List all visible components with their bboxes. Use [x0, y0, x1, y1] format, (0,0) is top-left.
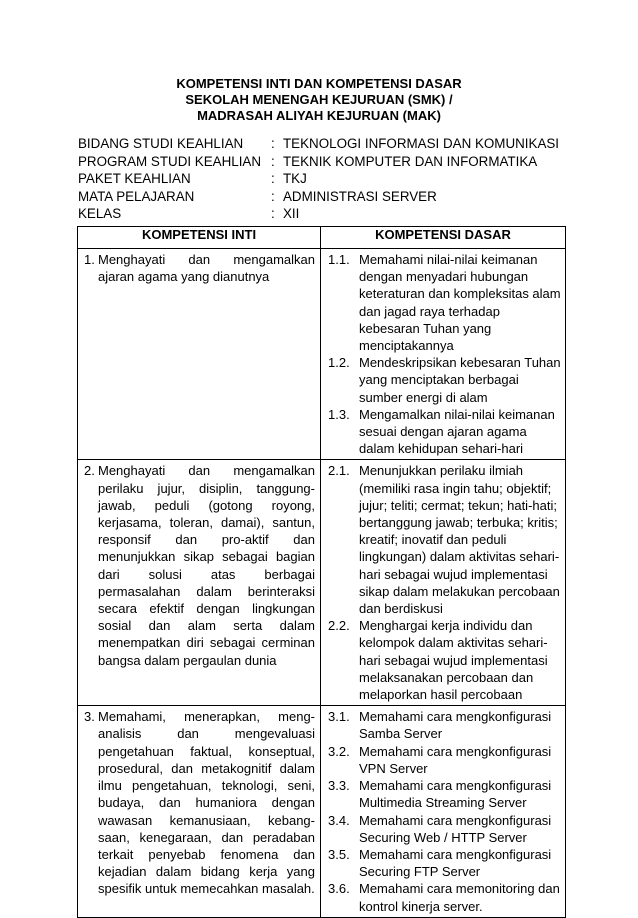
table-row — [78, 249, 566, 460]
ki-number: 3. — [84, 709, 95, 725]
title-line-3: MADRASAH ALIYAH KEJURUAN (MAK) — [197, 108, 441, 123]
meta-value: TEKNIK KOMPUTER DAN INFORMATIKA — [283, 153, 538, 169]
kd-text: Menunjukkan perilaku ilmiah (memiliki rasa ingin tahu; objektif; jujur; teliti; cermat; tekun; hati-hati; bertanggung jawab; terbuka; kritis; kreatif; inovatif dan peduli lingkungan) dalam aktivitas sehari-hari sebagai wujud implementasi sikap dalam melakukan percobaan dan berdiskusi — [359, 463, 560, 617]
kd-item — [328, 708, 561, 742]
kd-number: 1.1. — [328, 252, 350, 267]
meta-row-kelas — [78, 205, 559, 223]
meta-row-program-studi — [78, 153, 559, 171]
title-line-2: SEKOLAH MENENGAH KEJURUAN (SMK) / — [185, 92, 453, 107]
meta-label: KELAS — [78, 206, 122, 221]
header-kompetensi-inti: KOMPETENSI INTI — [78, 227, 321, 249]
kd-item — [328, 251, 561, 354]
ki-text: Menghayati dan mengamalkan ajaran agama yang dianutnya — [98, 252, 315, 285]
kd-number: 3.5. — [328, 846, 350, 862]
ki-number: 2. — [84, 463, 95, 479]
meta-colon: : — [271, 153, 275, 169]
meta-label: BIDANG STUDI KEAHLIAN — [78, 136, 244, 151]
meta-row-bidang-studi — [78, 135, 559, 153]
kd-text: Memahami cara mengkonfigurasi Multimedia Streaming Server — [359, 778, 552, 811]
ki-text: Memahami, menerapkan, meng-analisis dan mengevaluasi pengetahuan faktual, konseptual, prosedural, dan metakognitif dalam ilmu pengetahuan, teknologi, seni, budaya, dan humaniora dengan wawasan kemanusiaan, kebang-saan, kenegaraan, dan peradaban terkait penyebab fenomena dan kejadian dalam bidang kerja yang spesifik untuk memecahkan masalah. — [98, 709, 315, 897]
kd-text: Memahami cara memonitoring dan kontrol kinerja server. — [359, 881, 560, 914]
kd-text: Mendeskripsikan kebesaran Tuhan yang menciptakan berbagai sumber energi di alam — [359, 355, 561, 405]
kd-item — [328, 812, 561, 846]
ki-text: Menghayati dan mengamalkan perilaku jujur, disiplin, tanggung-jawab, peduli (gotong royong, kerjasama, toleran, damai), santun, responsif dan pro-aktif dan menunjukkan sikap sebagai bagian dari solusi atas berbagai permasalahan dalam berinteraksi secara efektif dengan lingkungan sosial dan alam serta dalam menempatkan diri sebagai cerminan bangsa dalam pergaulan dunia — [98, 463, 315, 668]
kd-cell — [321, 460, 566, 706]
kd-cell — [321, 706, 566, 917]
kd-number: 1.3. — [328, 406, 350, 422]
kd-text: Memahami nilai-nilai keimanan dengan menyadari hubungan keteraturan dan kompleksitas alam dan jagad raya terhadap kebesaran Tuhan yang menciptakannya — [359, 252, 561, 354]
meta-label: MATA PELAJARAN — [78, 188, 195, 204]
ki-cell — [78, 249, 321, 460]
meta-row-paket-keahlian — [78, 170, 559, 188]
kd-item — [328, 880, 561, 914]
kd-item — [328, 846, 561, 880]
kd-text: Menghargai kerja individu dan kelompok dalam aktivitas sehari-hari sebagai wujud implementasi melaksanakan percobaan dan melaporkan hasil percobaan — [359, 618, 548, 703]
meta-label: PAKET KEAHLIAN — [78, 171, 191, 186]
kd-item — [328, 462, 561, 617]
kd-item — [328, 617, 561, 703]
kd-item — [328, 777, 561, 811]
kd-text: Memahami cara mengkonfigurasi Samba Server — [359, 709, 552, 742]
meta-colon: : — [271, 171, 275, 186]
table-row — [78, 706, 566, 917]
kd-cell — [321, 249, 566, 460]
meta-value: ADMINISTRASI SERVER — [283, 188, 437, 204]
table-header-row — [78, 227, 566, 249]
table-row — [78, 460, 566, 706]
meta-value: TEKNOLOGI INFORMASI DAN KOMUNIKASI — [283, 136, 560, 151]
kd-text: Mengamalkan nilai-nilai keimanan sesuai dengan ajaran agama dalam kehidupan sehari-hari — [359, 406, 555, 457]
kd-number: 3.3. — [328, 778, 350, 794]
kd-item — [328, 743, 561, 777]
kd-item — [328, 406, 561, 458]
ki-cell — [78, 460, 321, 706]
kd-number: 3.1. — [328, 709, 350, 725]
kd-number: 1.2. — [328, 355, 350, 371]
meta-value: TKJ — [283, 171, 307, 186]
document-title — [0, 76, 638, 124]
meta-value: XII — [283, 206, 300, 221]
kd-text: Memahami cara mengkonfigurasi VPN Server — [359, 743, 552, 776]
ki-number: 1. — [84, 252, 95, 267]
subject-info — [78, 135, 559, 223]
kd-number: 2.1. — [328, 463, 350, 479]
kd-text: Memahami cara mengkonfigurasi Securing Web / HTTP Server — [359, 812, 552, 845]
meta-colon: : — [271, 206, 275, 221]
kd-item — [328, 354, 561, 406]
header-kompetensi-dasar: KOMPETENSI DASAR — [321, 227, 566, 249]
kd-number: 3.6. — [328, 881, 350, 897]
title-line-1: KOMPETENSI INTI DAN KOMPETENSI DASAR — [176, 76, 462, 91]
meta-row-mata-pelajaran — [78, 188, 559, 206]
meta-colon: : — [271, 136, 275, 151]
meta-colon: : — [271, 188, 275, 204]
kd-number: 3.4. — [328, 812, 350, 828]
ki-cell — [78, 706, 321, 917]
meta-label: PROGRAM STUDI KEAHLIAN — [78, 153, 262, 169]
kd-number: 2.2. — [328, 618, 350, 634]
competency-table — [77, 226, 566, 918]
kd-number: 3.2. — [328, 743, 350, 759]
kd-text: Memahami cara mengkonfigurasi Securing FTP Server — [359, 846, 552, 880]
